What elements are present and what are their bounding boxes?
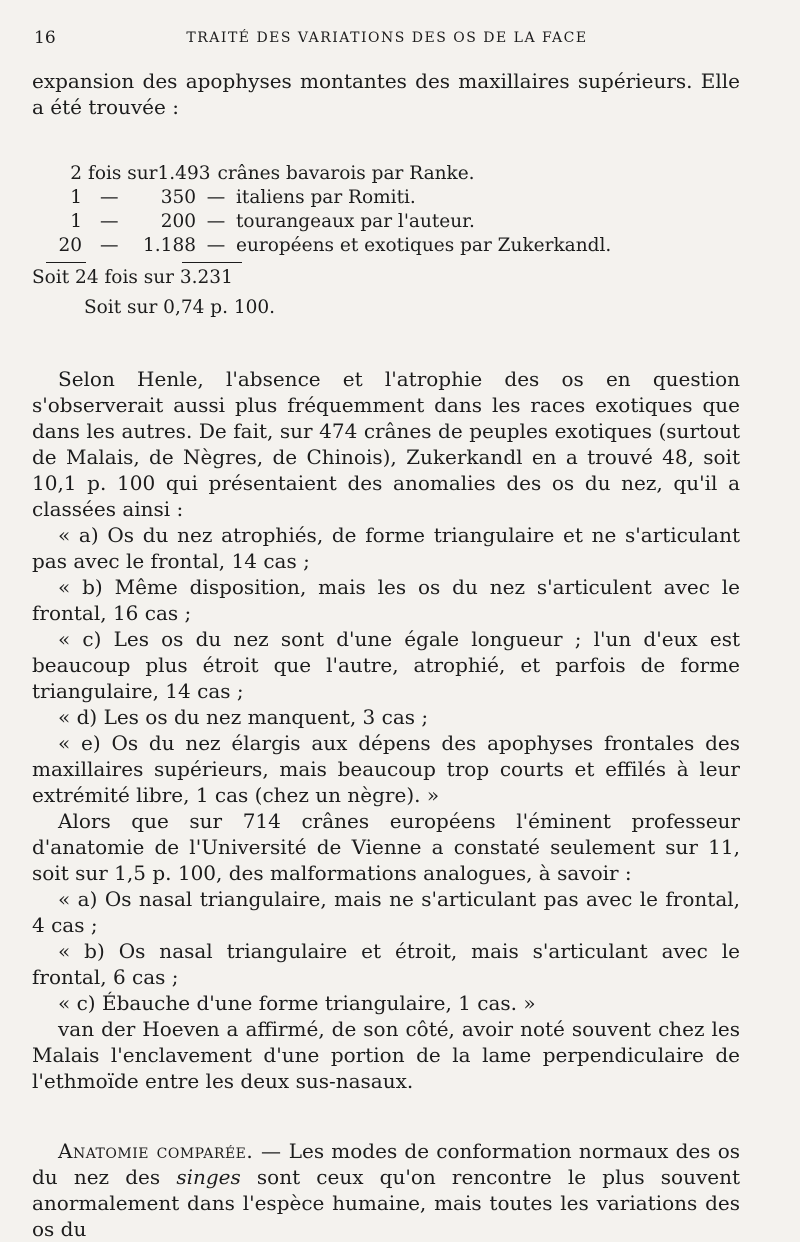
table-row — [32, 162, 740, 186]
list-item — [32, 522, 740, 574]
running-title: TRAITÉ DES VARIATIONS DES OS DE LA FACE — [186, 30, 588, 46]
page-body — [32, 68, 740, 1242]
list-marker: « b) — [58, 575, 103, 599]
section-text-cont: sont ceux qu'on rencontre le plus souvent anormalement dans l'espèce humaine, mais toutes les variations des os du — [32, 1165, 741, 1241]
row-sep: — — [100, 235, 119, 256]
paragraph-europeans: Alors que sur 714 crânes européens l'éminent professeur d'anatomie de l'Université de Vienne a constaté seulement sur 11, soit sur 1,5 p. 100, des malformations analogues, à savoir : — [32, 809, 740, 885]
row-count: 1 — [70, 187, 82, 208]
list-text: Os du nez élargis aux dépens des apophyses frontales des maxillaires supérieurs, mais beaucoup trop courts et effilés à leur extrémité libre, 1 cas (chez un nègre). » — [32, 731, 740, 807]
list-item — [32, 990, 740, 1016]
row-dash — [208, 162, 218, 186]
row-desc: européens et exotiques par Zukerkandl. — [236, 235, 612, 256]
intro-paragraph: expansion des apophyses montantes des maxillaires supérieurs. Elle a été trouvée : — [32, 69, 740, 119]
list-item — [32, 730, 740, 808]
row-total: 200 — [160, 211, 196, 232]
row-count: 2 — [70, 163, 82, 184]
list-item — [32, 626, 740, 704]
section-italic: singes — [176, 1165, 241, 1189]
list-text: Os du nez atrophiés, de forme triangulaire et ne s'articulant pas avec le frontal, 14 cas ; — [32, 523, 740, 573]
table-row — [32, 186, 740, 210]
list-marker: « e) — [58, 731, 101, 755]
row-total: 1.493 — [157, 163, 211, 184]
paragraph-henle: Selon Henle, l'absence et l'atrophie des os en question s'observerait aussi plus fréquemment dans les races exotiques que dans les autres. De fait, sur 474 crânes de peuples exotiques (surtout de Malais, de Nègres, de Chinois), Zukerkandl en a trouvé 48, soit 10,1 p. 100 qui présentaient des anomalies des os du nez, qu'il a classées ainsi : — [32, 367, 740, 521]
list-text: Les os du nez manquent, 3 cas ; — [103, 705, 429, 729]
row-desc: italiens par Romiti. — [236, 187, 416, 208]
list-text: Les os du nez sont d'une égale longueur ; l'un d'eux est beaucoup plus étroit que l'autre, atrophié, et parfois de forme triangulaire, 14 cas ; — [32, 627, 741, 703]
sum-rules — [32, 258, 740, 264]
list-marker: « d) — [58, 705, 98, 729]
row-dash: — — [206, 187, 226, 208]
page-header — [34, 28, 740, 52]
page-number: 16 — [34, 28, 56, 48]
list-text: Ébauche d'une forme triangulaire, 1 cas. » — [101, 991, 536, 1015]
row-sep: — — [100, 187, 119, 208]
list-item — [32, 938, 740, 990]
list-item — [32, 704, 740, 730]
list-item — [32, 574, 740, 626]
row-dash: — — [206, 235, 226, 256]
row-sep: — — [100, 211, 119, 232]
row-desc: tourangeaux par l'auteur. — [236, 211, 475, 232]
percent-line: Soit sur 0,74 p. 100. — [84, 297, 276, 318]
paragraph-hoeven: van der Hoeven a affirmé, de son côté, avoir noté souvent chez les Malais l'enclavement d'une portion de la lame perpendiculaire de l'ethmoïde entre les deux sus-nasaux. — [32, 1017, 740, 1093]
list-item — [32, 886, 740, 938]
list-marker: « a) — [58, 523, 99, 547]
frequency-table — [32, 162, 740, 320]
list-text: Os nasal triangulaire et étroit, mais s'articulant avec le frontal, 6 cas ; — [32, 939, 741, 989]
section-comparative-anatomy — [32, 1138, 740, 1242]
row-count: 20 — [58, 235, 82, 256]
sum-rule — [182, 262, 242, 263]
row-desc: crânes bavarois par Ranke. — [217, 163, 475, 184]
row-count: 1 — [70, 211, 82, 232]
section-text: Les modes de conformation normaux des os du nez des — [32, 1139, 741, 1189]
table-row — [32, 234, 740, 258]
list-marker: « c) — [58, 627, 102, 651]
row-dash: — — [206, 211, 226, 232]
sum-rule — [46, 262, 86, 263]
table-row — [32, 210, 740, 234]
row-total: 350 — [160, 187, 196, 208]
list-text: Même disposition, mais les os du nez s'articulent avec le frontal, 16 cas ; — [32, 575, 741, 625]
row-sep: fois sur — [88, 163, 158, 184]
row-total: 1.188 — [143, 235, 196, 256]
list-marker: « b) — [58, 939, 105, 963]
list-text: Os nasal triangulaire, mais ne s'articulant pas avec le frontal, 4 cas ; — [32, 887, 740, 937]
total-line: Soit 24 fois sur 3.231 — [32, 267, 233, 288]
section-heading: Anatomie comparée. — — [58, 1139, 282, 1163]
list-marker: « c) — [58, 991, 96, 1015]
list-marker: « a) — [58, 887, 98, 911]
